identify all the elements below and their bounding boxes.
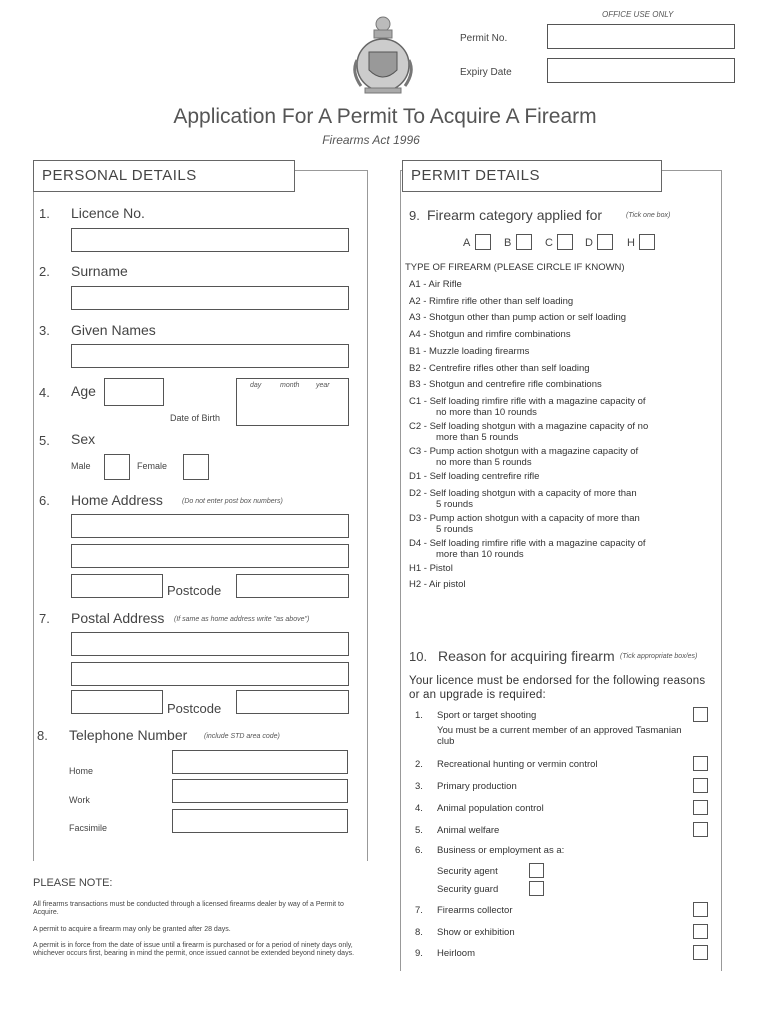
dob-year-hint: year: [316, 382, 330, 389]
firearm-type-item[interactable]: A4 - Shotgun and rimfire combinations: [409, 329, 571, 341]
telephone-num: 8.: [37, 728, 48, 743]
office-use-label: OFFICE USE ONLY: [602, 10, 674, 19]
category-letter-a: A: [463, 237, 471, 249]
page-subtitle: Firearms Act 1996: [322, 133, 420, 147]
reason-item-num: 8.: [415, 927, 423, 938]
dob-label: Date of Birth: [170, 413, 221, 423]
firearm-type-item[interactable]: A1 - Air Rifle: [409, 279, 462, 290]
reason-item-num: 1.: [415, 710, 423, 721]
postal-postcode-label: Postcode: [167, 701, 222, 716]
postal-address-note: (If same as home address write "as above"): [174, 616, 310, 623]
firearm-type-item[interactable]: B3 - Shotgun and centrefire rifle combinations: [409, 379, 602, 391]
firearm-type-item[interactable]: D2 - Self loading shotgun with a capacity of more than 5 rounds: [409, 487, 637, 510]
firearm-type-item[interactable]: C1 - Self loading rimfire rifle with a magazine capacity of no more than 10 rounds: [409, 395, 646, 418]
category-letter-d: D: [585, 237, 593, 249]
permit-details-title: PERMIT DETAILS: [402, 160, 662, 192]
home-postcode-field[interactable]: [236, 574, 349, 598]
female-label: Female: [137, 461, 168, 471]
given-names-label: Given Names: [71, 322, 156, 338]
male-label: Male: [71, 461, 91, 471]
home-address-label: Home Address: [71, 492, 163, 508]
home-address-line1[interactable]: [71, 514, 349, 538]
telephone-label: Telephone Number: [69, 727, 188, 743]
reason-item-num: 7.: [415, 905, 423, 916]
home-address-num: 6.: [39, 493, 50, 508]
home-address-line3[interactable]: [71, 574, 163, 598]
category-num: 9.: [409, 208, 420, 223]
reason-item-num: 9.: [415, 948, 423, 959]
reason-checkbox[interactable]: [693, 945, 708, 960]
postal-address-line2[interactable]: [71, 662, 349, 686]
category-checkbox-a[interactable]: [475, 234, 491, 250]
firearm-type-item[interactable]: H1 - Pistol: [409, 562, 453, 574]
phone-home-field[interactable]: [172, 750, 348, 774]
phone-fax-field[interactable]: [172, 809, 348, 833]
reason-item-label: Firearms collector: [437, 905, 513, 916]
surname-field[interactable]: [71, 286, 349, 310]
reason-checkbox[interactable]: [693, 822, 708, 837]
reason-item-subtext: You must be a current member of an approved Tasmanian club: [437, 725, 682, 747]
phone-work-label: Work: [69, 795, 90, 805]
postal-postcode-field[interactable]: [236, 690, 349, 714]
home-address-line2[interactable]: [71, 544, 349, 568]
given-names-num: 3.: [39, 323, 50, 338]
firearm-type-item[interactable]: C2 - Self loading shotgun with a magazine capacity of no more than 5 rounds: [409, 420, 649, 443]
reason-note: (Tick appropriate box/es): [620, 653, 698, 660]
reason-item-label: Security agent: [437, 866, 498, 877]
reason-item-label: Security guard: [437, 884, 499, 895]
expiry-date-label: Expiry Date: [460, 67, 512, 78]
reason-checkbox[interactable]: [529, 881, 544, 896]
reason-item-label: Recreational hunting or vermin control: [437, 759, 598, 770]
licence-num: 1.: [39, 206, 50, 221]
firearm-type-item[interactable]: A3 - Shotgun other than pump action or self loading: [409, 312, 627, 324]
category-letter-b: B: [504, 237, 512, 249]
category-letter-c: C: [545, 237, 553, 249]
reason-checkbox[interactable]: [529, 863, 544, 878]
male-checkbox[interactable]: [104, 454, 130, 480]
reason-checkbox[interactable]: [693, 778, 708, 793]
surname-num: 2.: [39, 264, 50, 279]
home-postcode-label: Postcode: [167, 583, 222, 598]
given-names-field[interactable]: [71, 344, 349, 368]
reason-item-label: Primary production: [437, 781, 517, 792]
reason-num: 10.: [409, 649, 428, 664]
dob-day-hint: day: [250, 382, 262, 389]
firearm-type-item[interactable]: B1 - Muzzle loading firearms: [409, 345, 530, 357]
note-paragraph-1: All firearms transactions must be conducted through a licensed firearms dealer by way of a Permit to Acquire.: [33, 901, 344, 916]
note-paragraph-3: A permit is in force from the date of issue until a firearm is purchased or for a period of ninety days only, whichever occurs first, bearing in mind the permit, once issued cannot be extended beyond ninety days.: [33, 942, 355, 957]
firearm-type-item[interactable]: C3 - Pump action shotgun with a magazine capacity of no more than 5 rounds: [409, 445, 639, 468]
age-field[interactable]: [104, 378, 164, 406]
category-note: (Tick one box): [626, 212, 671, 219]
dob-month-hint: month: [280, 382, 300, 389]
postal-address-num: 7.: [39, 611, 50, 626]
reason-item-num: 6.: [415, 845, 423, 856]
reason-checkbox[interactable]: [693, 707, 708, 722]
reason-label: Reason for acquiring firearm: [438, 648, 615, 664]
surname-label: Surname: [71, 263, 128, 279]
reason-checkbox[interactable]: [693, 924, 708, 939]
sex-num: 5.: [39, 433, 50, 448]
reason-item-label: Business or employment as a:: [437, 845, 565, 856]
reason-item-label: Sport or target shooting: [437, 710, 537, 721]
firearm-type-item[interactable]: D1 - Self loading centrefire rifle: [409, 470, 540, 482]
category-label: Firearm category applied for: [427, 207, 603, 223]
note-paragraph-2: A permit to acquire a firearm may only be granted after 28 days.: [33, 926, 231, 933]
firearm-type-item[interactable]: D4 - Self loading rimfire rifle with a magazine capacity of more than 10 rounds: [409, 537, 646, 560]
reason-item-num: 3.: [415, 781, 423, 792]
personal-details-title: PERSONAL DETAILS: [33, 160, 295, 192]
category-checkbox-b[interactable]: [516, 234, 532, 250]
please-note-title: PLEASE NOTE:: [33, 877, 113, 889]
reason-item-label: Animal population control: [437, 803, 544, 814]
crest-logo: [343, 10, 423, 96]
reason-item-label: Show or exhibition: [437, 927, 515, 938]
reason-intro: Your licence must be endorsed for the following reasons or an upgrade is required:: [409, 675, 706, 701]
reason-item-num: 4.: [415, 803, 423, 814]
age-num: 4.: [39, 385, 50, 400]
home-address-note: (Do not enter post box numbers): [182, 498, 283, 505]
firearm-type-item[interactable]: A2 - Rimfire rifle other than self loading: [409, 295, 574, 307]
page-title: Application For A Permit To Acquire A Firearm: [173, 105, 597, 128]
reason-checkbox[interactable]: [693, 756, 708, 771]
permit-no-field[interactable]: [547, 24, 735, 49]
reason-checkbox[interactable]: [693, 902, 708, 917]
firearm-type-item[interactable]: B2 - Centrefire rifles other than self loading: [409, 362, 590, 374]
postal-address-line3[interactable]: [71, 690, 163, 714]
licence-label: Licence No.: [71, 205, 145, 221]
reason-checkbox[interactable]: [693, 800, 708, 815]
category-letter-h: H: [627, 237, 635, 249]
reason-item-num: 2.: [415, 759, 423, 770]
phone-work-field[interactable]: [172, 779, 348, 803]
age-label: Age: [71, 383, 96, 399]
expiry-date-field[interactable]: [547, 58, 735, 83]
telephone-note: (include STD area code): [204, 733, 280, 740]
category-checkbox-d[interactable]: [597, 234, 613, 250]
category-checkbox-c[interactable]: [557, 234, 573, 250]
firearm-type-item[interactable]: D3 - Pump action shotgun with a capacity of more than 5 rounds: [409, 512, 640, 535]
phone-fax-label: Facsimile: [69, 823, 108, 833]
reason-item-label: Animal welfare: [437, 825, 500, 836]
postal-address-line1[interactable]: [71, 632, 349, 656]
postal-address-label: Postal Address: [71, 610, 165, 626]
phone-home-label: Home: [69, 766, 94, 776]
sex-label: Sex: [71, 431, 96, 447]
category-checkbox-h[interactable]: [639, 234, 655, 250]
reason-item-label: Heirloom: [437, 948, 476, 959]
reason-item-num: 5.: [415, 825, 423, 836]
licence-no-field[interactable]: [71, 228, 349, 252]
firearm-type-heading: TYPE OF FIREARM (PLEASE CIRCLE IF KNOWN): [405, 262, 625, 273]
firearm-type-item[interactable]: H2 - Air pistol: [409, 579, 466, 591]
permit-no-label: Permit No.: [460, 33, 508, 44]
female-checkbox[interactable]: [183, 454, 209, 480]
